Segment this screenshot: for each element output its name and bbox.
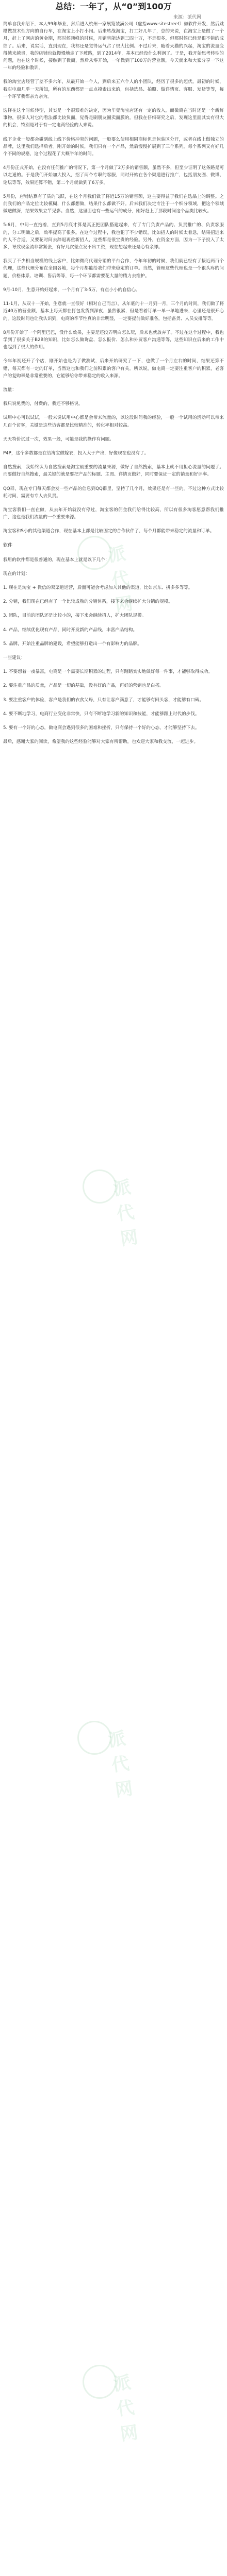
article-title: 总结：一年了，从“0”到100万 [55,2,172,11]
article-paragraph: 4. 要不断地学习，电商行业变化非常快，只有不断地学习新的知识和技能，才能够跟上时代的步伐。 [3,711,200,717]
article-paragraph: 3. 要注重客户的体验，客户是我们的衣食父母，只有让客户满意了，才能够有回头客，才能够有口碑。 [3,697,204,703]
article-paragraph: 5. 品牌，开始注重品牌的建设，希望能够打造出一个有影响力的品牌。 [3,641,142,647]
article-paragraph: 今年年初还开了个店，刚开始也是为了做测试，后来开始研究了一下，也做了一个月左右的时间，结果还算不错，每天都有一定的订单，当然这也和我们之前积累的客户有关。所以说，做电商一定要注重客户的积累，老客户的复购率是非常重要的，它能够给你带来稳定的收入来源。 [3,359,224,379]
article-paragraph: 1. 现在是淘宝 + 微信的双渠道运营，后面可能会考虑加入其他的渠道，比如京东、拼多多等等。 [3,585,193,590]
article-paragraph: 自然搜索，我始终认为自然搜索是淘宝最重要的流量来源，做好了自然搜索，基本上就不用担心流量的问题了。而要做好自然搜索，最关键的就是要把产品的标题、主图、详情页做好，同时要保证一定的销量和好评率。 [3,465,224,478]
paragraph-group-software [3,556,224,648]
article-paragraph: 4. 产品，继续优化现有产品，同时开发新的产品线，丰富产品结构。 [3,627,138,633]
article-paragraph: 2. 分销，我们现在已经有了一个比较成熟的分销体系，接下来会继续扩大分销的规模。 [3,599,173,605]
article-paragraph: 线下企业一般都会碰到线上线下价格冲突的问题，一般要么使用相同商标但是包装区分开，或者在线上做独立的品牌，这里我们选择后者。刚开始的时候，我们只有一个产品，然后慢慢扩展到了三个系列，每个系列又有好几个不同的规格，这个过程花了大概半年的时间。 [3,137,224,157]
article-paragraph: 1. 不要想着一夜暴富，电商是一个需要长期积累的过程，只有踏踏实实地做好每一件事，才能够取得成功。 [3,669,213,675]
article-paragraph: 选择在这个时候转型，其实是一个很艰难的决定，因为毕竟淘宝店还有一定的收入，而微商在当时还是一个新鲜事物，很多人对它的看法都比较负面，觉得是刷朋友圈卖面膜的。但我在仔细研究之后，发现这里面其实有很大的机会，特别是对于有一定电商经验的人来说。 [3,108,224,128]
article-paragraph: 一些建议： [3,655,25,660]
watermark-text: 派代网 [112,1177,139,1250]
article-paragraph: 4月份正式开始，在没有任何推广的情况下，第一个月做了2万多的销售额，虽然不多，但至少证明了这条路是可以走通的。于是我们开始加大投入，招了两个专职的客服，同时开始在各个渠道进行推广，包括朋友圈、微博、论坛等等，效果还算不错，第二个月就做到了6万多。 [3,165,224,185]
paragraph-group-advice [3,654,224,745]
article-source: 来源：派代网 [173,15,201,20]
article-paragraph: 流量： [3,387,17,393]
article-paragraph: 5-6月，中间一直拖着，直到5月底才算是真正把团队搭建起来，有了专门负责产品的、负责推广的、负责客服的，分工明确之后，效率提高了很多。在这个过程中，我也犯了不少错误，比如招人的时候太着急，结果招进来的人不合适，又要花时间去辞退再重新招人，这些都是很宝贵的经验。另外，在资金方面，因为一下子投入了太多，导致现金流非常紧张，有好几次差点发不出工资，现在想起来还是心有余悸。 [3,223,224,250]
article-paragraph: 9月-10月，生意开始好起来，一个月有了3-5万，有点小小的自信心。 [3,287,140,293]
article-paragraph: 5. 要有一个好的心态，做电商会遇到很多的困难和挫折，只有保持一个好的心态，才能够坚持下去。 [3,725,200,731]
article-paragraph: 11-1月，从双十一开始，生意就一直很好（相对自己而言），从年底的十一月到一月，三个月的时间，我们做了将近40万的营业额，基本上每天都在打包发货到深夜，虽然很累，但是看着订单一单一单地进来，心里还是很开心的。这段时间也让我认识到，电商的季节性真的非常明显，一定要提前做好准备，包括备货、人员安排等等。 [3,301,224,321]
article-paragraph: 淘宝客我们一直在做，从去年开始就没有停过，淘宝客的佣金我们给得比较高，所以有很多淘客愿意帮我们推广，这也是我们流量的一个重要来源。 [3,507,224,520]
paragraph-group-intro [3,21,224,351]
article-paragraph: 最后，感谢大家的阅读，希望我的这些经验能够对大家有所帮助，也欢迎大家和我交流，一起进步。 [3,739,199,745]
section-heading-software: 软件 [3,543,13,548]
article-paragraph: 3. 团队，目前的团队还是比较小的，接下来会继续招人，扩大团队规模。 [3,613,147,619]
watermark-text: 派代网 [107,1728,134,1801]
article-paragraph: 我买了不少相当规模的线上客户，比如微商代理分销的平台合作，今年年初的时候，我们就已经有了接近两百个代理，这些代理分布在全国各地，每个月都能给我们带来稳定的订单。当然，管理这些代理也是一个很头疼的问题，价格体系、培训、售后等等，每一个环节都需要花大量的精力去维护。 [3,259,224,279]
article-paragraph: 我用的软件都是很普通的，现在基本上就是以下几个： [3,557,110,563]
article-paragraph: QQ群，现在专门每天都会发一些产品的信息到QQ群里，坚持了几个月，效果还是有一些的。不过这种方式比较耗时间，需要有专人去负责。 [3,486,224,499]
article-paragraph: 5月份，店铺结算有了质的飞跃，在这个月我们做了将近15万的销售额，这主要得益于我们在选品上的调整。之前我们的产品定位比较模糊，什么都想做，结果什么都做不好。后来我们决定专注于一个细分领域，把这个领域做透做深，结果效果立竿见影。当然，这里面也有一些运气的成分，刚好赶上了那段时间这个品类比较火。 [3,194,224,214]
article-paragraph: 简单自我介绍下，本人99年毕业，然后进入杭州一家展览装潢公司（虚指www.sitestreet）做软件开发，然后跳槽做技术性方向的自行车，在淘宝上小打小闹。后来转战淘宝，打工好几年了，总的来说，在淘宝上是做了一个月，赶上了网店的黄金期，那时候顶峰的时候，月销售能达到三四十万，不是很多，但那时候已经是很不错的成绩了。后来，说实话，直到现在，我都还是觉得运气占了很大比例。不过后来，随着天猫的兴起，淘宝的流量变得越来越贵，我的店铺也就慢慢地走了下坡路，到了2014年，基本已经没什么利润了。于是，我开始思考转型的问题，也在这个时候，接触到了微商，然后从零开始，一年做到了100万的营业额，今天就来和大家分享一下这一年的经验和教训。 [3,22,224,71]
article-paragraph: 8月份开始了一个阿里巴巴，没什么效果，主要是还没弄明白怎么玩，后来也就放弃了。不过在这个过程中，我也学到了很多关于B2B的知识，比如怎么做询盘、怎么报价、怎么和外贸客户沟通等等，这些知识在后来的工作中也起到了很大的作用。 [3,330,224,350]
article-paragraph: P4P，这个多数都是在给淘宝做嫁衣，投入大于产出，好像现在也没有了。 [3,450,149,456]
article-paragraph: 天天特价试过一次，效果一般，可能是我的操作有问题。 [3,436,114,442]
article-paragraph: 淘宝客和S小的其他渠道合作，现在基本上都是比较固定的合作伙伴了，每个月都能带来稳定的流量和订单。 [3,529,215,534]
article-paragraph: 我的淘宝店经营了差不多六年，从最开始一个人，到后来五六个人的小团队，经历了很多的起伏。最初的时候，我对电商几乎一无所知，所有的东西都是一点点摸索出来的，包括选品、拍照、做详情页、客服、发货等等，每一个环节我都亲力亲为。 [3,79,224,99]
watermark-text: 派代网 [112,2372,139,2445]
article-paragraph: 现在的计划： [3,571,30,577]
article-paragraph: 我只说免费的，付费的，我还不够格说。 [3,401,83,407]
article-paragraph: 试用中心可以试试，一般来说试用中心都是会带来流量的，以这段时间我的经验，一般一个试用的活动可以带来几百个访客，关键是这些访客都是比较精准的，转化率相对较高。 [3,415,224,428]
article-paragraph: 2. 要注重产品的质量，产品是一切的基础，没有好的产品，再好的营销也是白搭。 [3,683,164,689]
watermark-text: 派代网 [107,543,134,616]
paragraph-group-traffic [3,358,224,535]
article-body [3,21,224,2576]
